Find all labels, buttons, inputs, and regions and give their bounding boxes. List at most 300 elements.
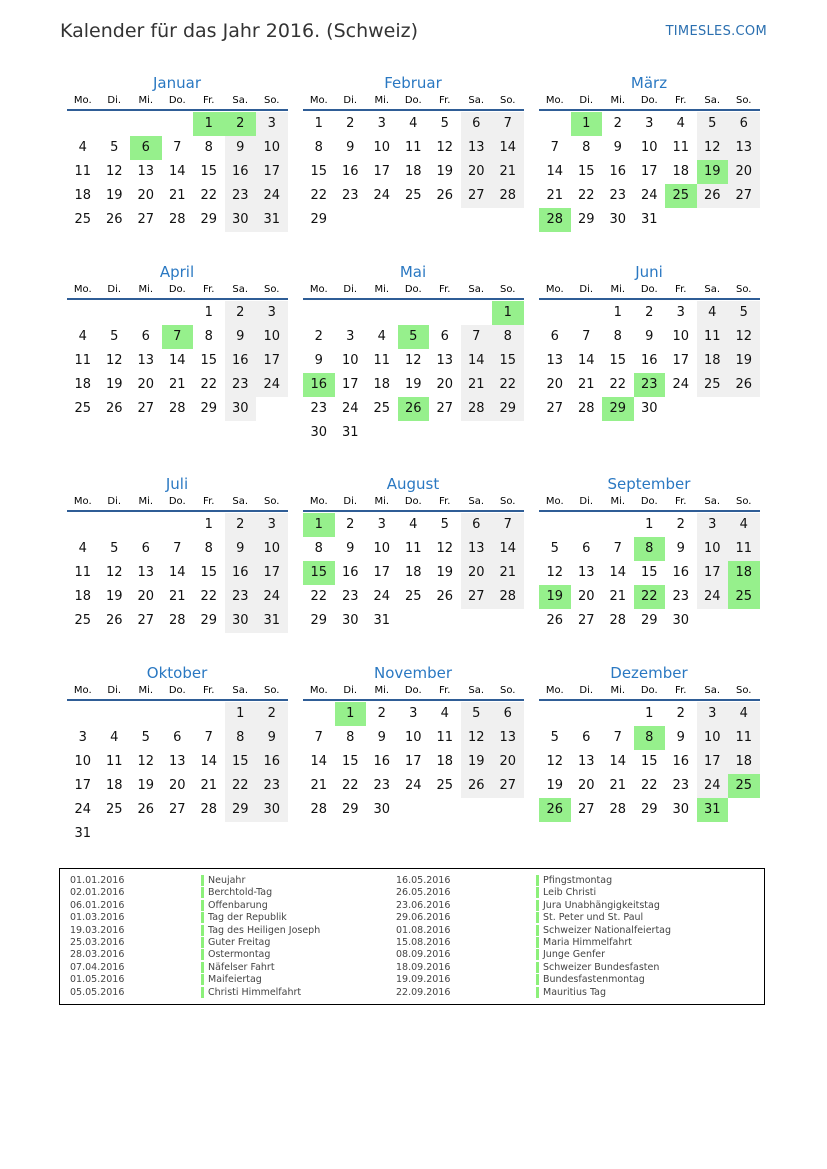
holiday-day-cell[interactable]: 8 — [634, 537, 666, 561]
holiday-day-cell[interactable]: 26 — [539, 798, 571, 822]
day-cell[interactable]: 22 — [492, 373, 524, 397]
day-cell[interactable]: 18 — [74, 589, 92, 604]
day-cell[interactable]: 22 — [341, 778, 359, 793]
day-cell[interactable]: 23 — [225, 184, 257, 208]
day-cell[interactable]: 21 — [200, 778, 218, 793]
day-cell[interactable]: 7 — [314, 730, 323, 745]
day-cell[interactable]: 4 — [78, 329, 87, 344]
day-cell[interactable]: 11 — [404, 140, 422, 155]
day-cell[interactable]: 12 — [461, 726, 493, 750]
day-cell[interactable]: 11 — [105, 754, 123, 769]
day-cell[interactable]: 22 — [200, 377, 218, 392]
day-cell[interactable]: 30 — [225, 397, 257, 421]
day-cell[interactable]: 13 — [546, 353, 564, 368]
day-cell[interactable]: 27 — [436, 401, 454, 416]
day-cell[interactable]: 7 — [550, 140, 559, 155]
day-cell[interactable]: 19 — [105, 377, 123, 392]
day-cell[interactable]: 5 — [440, 116, 449, 131]
day-cell[interactable]: 25 — [404, 188, 422, 203]
day-cell[interactable]: 6 — [440, 329, 449, 344]
day-cell[interactable]: 21 — [310, 778, 328, 793]
day-cell[interactable]: 3 — [409, 706, 418, 721]
day-cell[interactable]: 24 — [74, 802, 92, 817]
day-cell[interactable]: 13 — [137, 164, 155, 179]
day-cell[interactable]: 15 — [200, 353, 218, 368]
day-cell[interactable]: 9 — [225, 537, 257, 561]
day-cell[interactable]: 20 — [461, 561, 493, 585]
day-cell[interactable]: 3 — [78, 730, 87, 745]
day-cell[interactable]: 8 — [613, 329, 622, 344]
holiday-day-cell[interactable]: 1 — [193, 112, 225, 136]
day-cell[interactable]: 4 — [676, 116, 685, 131]
day-cell[interactable]: 26 — [697, 184, 729, 208]
day-cell[interactable]: 7 — [204, 730, 213, 745]
day-cell[interactable]: 14 — [492, 136, 524, 160]
day-cell[interactable]: 30 — [672, 802, 690, 817]
day-cell[interactable]: 23 — [672, 589, 690, 604]
holiday-day-cell[interactable]: 25 — [728, 774, 760, 798]
day-cell[interactable]: 27 — [728, 184, 760, 208]
day-cell[interactable]: 22 — [225, 774, 257, 798]
day-cell[interactable]: 12 — [105, 353, 123, 368]
day-cell[interactable]: 14 — [168, 565, 186, 580]
day-cell[interactable]: 10 — [672, 329, 690, 344]
day-cell[interactable]: 26 — [728, 373, 760, 397]
day-cell[interactable]: 9 — [676, 541, 685, 556]
day-cell[interactable]: 25 — [74, 401, 92, 416]
day-cell[interactable]: 23 — [225, 585, 257, 609]
day-cell[interactable]: 1 — [225, 702, 257, 726]
day-cell[interactable]: 30 — [373, 802, 391, 817]
day-cell[interactable]: 29 — [640, 802, 658, 817]
day-cell[interactable]: 27 — [137, 401, 155, 416]
day-cell[interactable]: 7 — [613, 541, 622, 556]
day-cell[interactable]: 3 — [256, 112, 288, 136]
day-cell[interactable]: 26 — [436, 188, 454, 203]
day-cell[interactable]: 22 — [200, 188, 218, 203]
holiday-day-cell[interactable]: 8 — [634, 726, 666, 750]
day-cell[interactable]: 5 — [110, 140, 119, 155]
day-cell[interactable]: 11 — [672, 140, 690, 155]
day-cell[interactable]: 24 — [697, 774, 729, 798]
day-cell[interactable]: 21 — [577, 377, 595, 392]
holiday-day-cell[interactable]: 1 — [571, 112, 603, 136]
day-cell[interactable]: 18 — [728, 750, 760, 774]
day-cell[interactable]: 21 — [546, 188, 564, 203]
day-cell[interactable]: 6 — [550, 329, 559, 344]
day-cell[interactable]: 31 — [341, 425, 359, 440]
day-cell[interactable]: 2 — [377, 706, 386, 721]
day-cell[interactable]: 24 — [373, 589, 391, 604]
day-cell[interactable]: 7 — [173, 140, 182, 155]
day-cell[interactable]: 20 — [728, 160, 760, 184]
day-cell[interactable]: 22 — [609, 377, 627, 392]
day-cell[interactable]: 2 — [645, 305, 654, 320]
day-cell[interactable]: 12 — [546, 565, 564, 580]
day-cell[interactable]: 19 — [546, 778, 564, 793]
day-cell[interactable]: 30 — [672, 613, 690, 628]
day-cell[interactable]: 7 — [492, 513, 524, 537]
day-cell[interactable]: 3 — [346, 329, 355, 344]
day-cell[interactable]: 14 — [609, 565, 627, 580]
day-cell[interactable]: 26 — [461, 774, 493, 798]
day-cell[interactable]: 21 — [609, 778, 627, 793]
day-cell[interactable]: 29 — [341, 802, 359, 817]
day-cell[interactable]: 12 — [137, 754, 155, 769]
day-cell[interactable]: 31 — [373, 613, 391, 628]
day-cell[interactable]: 13 — [137, 353, 155, 368]
day-cell[interactable]: 24 — [697, 585, 729, 609]
day-cell[interactable]: 19 — [436, 164, 454, 179]
day-cell[interactable]: 25 — [436, 778, 454, 793]
day-cell[interactable]: 20 — [492, 750, 524, 774]
day-cell[interactable]: 17 — [404, 754, 422, 769]
day-cell[interactable]: 22 — [577, 188, 595, 203]
day-cell[interactable]: 11 — [697, 325, 729, 349]
day-cell[interactable]: 27 — [577, 613, 595, 628]
day-cell[interactable]: 10 — [74, 754, 92, 769]
day-cell[interactable]: 28 — [492, 184, 524, 208]
day-cell[interactable]: 11 — [404, 541, 422, 556]
day-cell[interactable]: 23 — [373, 778, 391, 793]
day-cell[interactable]: 30 — [609, 212, 627, 227]
day-cell[interactable]: 15 — [492, 349, 524, 373]
day-cell[interactable]: 6 — [582, 730, 591, 745]
day-cell[interactable]: 25 — [373, 401, 391, 416]
day-cell[interactable]: 30 — [640, 401, 658, 416]
day-cell[interactable]: 24 — [256, 373, 288, 397]
day-cell[interactable]: 21 — [492, 561, 524, 585]
day-cell[interactable]: 11 — [74, 353, 92, 368]
day-cell[interactable]: 20 — [577, 589, 595, 604]
day-cell[interactable]: 20 — [436, 377, 454, 392]
day-cell[interactable]: 12 — [404, 353, 422, 368]
day-cell[interactable]: 13 — [137, 565, 155, 580]
day-cell[interactable]: 20 — [168, 778, 186, 793]
day-cell[interactable]: 17 — [373, 565, 391, 580]
day-cell[interactable]: 18 — [436, 754, 454, 769]
day-cell[interactable]: 3 — [697, 513, 729, 537]
day-cell[interactable]: 19 — [105, 188, 123, 203]
day-cell[interactable]: 31 — [74, 826, 92, 841]
day-cell[interactable]: 10 — [256, 537, 288, 561]
day-cell[interactable]: 4 — [440, 706, 449, 721]
day-cell[interactable]: 8 — [314, 140, 323, 155]
day-cell[interactable]: 18 — [74, 377, 92, 392]
day-cell[interactable]: 24 — [373, 188, 391, 203]
day-cell[interactable]: 22 — [310, 188, 328, 203]
day-cell[interactable]: 10 — [404, 730, 422, 745]
day-cell[interactable]: 5 — [440, 517, 449, 532]
day-cell[interactable]: 28 — [310, 802, 328, 817]
day-cell[interactable]: 8 — [225, 726, 257, 750]
day-cell[interactable]: 6 — [461, 513, 493, 537]
day-cell[interactable]: 12 — [436, 541, 454, 556]
day-cell[interactable]: 2 — [676, 706, 685, 721]
day-cell[interactable]: 16 — [256, 750, 288, 774]
holiday-day-cell[interactable]: 18 — [728, 561, 760, 585]
day-cell[interactable]: 28 — [168, 212, 186, 227]
day-cell[interactable]: 12 — [436, 140, 454, 155]
day-cell[interactable]: 15 — [225, 750, 257, 774]
day-cell[interactable]: 20 — [137, 589, 155, 604]
day-cell[interactable]: 22 — [310, 589, 328, 604]
day-cell[interactable]: 30 — [225, 609, 257, 633]
day-cell[interactable]: 9 — [676, 730, 685, 745]
day-cell[interactable]: 29 — [200, 401, 218, 416]
day-cell[interactable]: 11 — [728, 726, 760, 750]
day-cell[interactable]: 29 — [200, 613, 218, 628]
day-cell[interactable]: 15 — [609, 353, 627, 368]
day-cell[interactable]: 21 — [492, 160, 524, 184]
holiday-day-cell[interactable]: 19 — [539, 585, 571, 609]
day-cell[interactable]: 11 — [74, 565, 92, 580]
day-cell[interactable]: 27 — [492, 774, 524, 798]
day-cell[interactable]: 6 — [141, 541, 150, 556]
day-cell[interactable]: 17 — [672, 353, 690, 368]
day-cell[interactable]: 29 — [200, 212, 218, 227]
day-cell[interactable]: 27 — [137, 613, 155, 628]
day-cell[interactable]: 28 — [461, 397, 493, 421]
day-cell[interactable]: 2 — [676, 517, 685, 532]
day-cell[interactable]: 13 — [577, 754, 595, 769]
day-cell[interactable]: 13 — [577, 565, 595, 580]
day-cell[interactable]: 14 — [168, 353, 186, 368]
day-cell[interactable]: 11 — [373, 353, 391, 368]
site-logo[interactable]: TIMESLES.COM — [665, 24, 767, 39]
day-cell[interactable]: 30 — [225, 208, 257, 232]
day-cell[interactable]: 31 — [640, 212, 658, 227]
day-cell[interactable]: 11 — [436, 730, 454, 745]
day-cell[interactable]: 8 — [204, 140, 213, 155]
day-cell[interactable]: 26 — [546, 613, 564, 628]
day-cell[interactable]: 4 — [409, 517, 418, 532]
day-cell[interactable]: 8 — [314, 541, 323, 556]
day-cell[interactable]: 2 — [613, 116, 622, 131]
day-cell[interactable]: 27 — [546, 401, 564, 416]
day-cell[interactable]: 12 — [697, 136, 729, 160]
day-cell[interactable]: 27 — [137, 212, 155, 227]
day-cell[interactable]: 16 — [225, 349, 257, 373]
day-cell[interactable]: 8 — [346, 730, 355, 745]
day-cell[interactable]: 26 — [105, 401, 123, 416]
day-cell[interactable]: 2 — [256, 702, 288, 726]
holiday-day-cell[interactable]: 1 — [492, 301, 524, 325]
day-cell[interactable]: 1 — [314, 116, 323, 131]
day-cell[interactable]: 5 — [550, 730, 559, 745]
day-cell[interactable]: 28 — [609, 613, 627, 628]
day-cell[interactable]: 1 — [613, 305, 622, 320]
day-cell[interactable]: 27 — [461, 184, 493, 208]
day-cell[interactable]: 19 — [105, 589, 123, 604]
day-cell[interactable]: 21 — [168, 188, 186, 203]
day-cell[interactable]: 6 — [173, 730, 182, 745]
day-cell[interactable]: 20 — [546, 377, 564, 392]
day-cell[interactable]: 17 — [256, 160, 288, 184]
holiday-day-cell[interactable]: 1 — [303, 513, 335, 537]
day-cell[interactable]: 17 — [256, 349, 288, 373]
holiday-day-cell[interactable]: 16 — [303, 373, 335, 397]
day-cell[interactable]: 29 — [310, 613, 328, 628]
day-cell[interactable]: 18 — [404, 565, 422, 580]
holiday-day-cell[interactable]: 1 — [335, 702, 367, 726]
day-cell[interactable]: 2 — [225, 513, 257, 537]
day-cell[interactable]: 14 — [609, 754, 627, 769]
day-cell[interactable]: 4 — [110, 730, 119, 745]
day-cell[interactable]: 17 — [640, 164, 658, 179]
day-cell[interactable]: 9 — [346, 541, 355, 556]
day-cell[interactable]: 28 — [200, 802, 218, 817]
day-cell[interactable]: 14 — [546, 164, 564, 179]
day-cell[interactable]: 7 — [461, 325, 493, 349]
day-cell[interactable]: 8 — [204, 329, 213, 344]
day-cell[interactable]: 24 — [404, 778, 422, 793]
day-cell[interactable]: 2 — [346, 517, 355, 532]
day-cell[interactable]: 19 — [436, 565, 454, 580]
day-cell[interactable]: 18 — [697, 349, 729, 373]
holiday-day-cell[interactable]: 23 — [634, 373, 666, 397]
day-cell[interactable]: 25 — [404, 589, 422, 604]
day-cell[interactable]: 19 — [404, 377, 422, 392]
day-cell[interactable]: 9 — [225, 136, 257, 160]
day-cell[interactable]: 13 — [461, 136, 493, 160]
day-cell[interactable]: 5 — [550, 541, 559, 556]
day-cell[interactable]: 13 — [168, 754, 186, 769]
day-cell[interactable]: 9 — [346, 140, 355, 155]
day-cell[interactable]: 26 — [137, 802, 155, 817]
day-cell[interactable]: 4 — [377, 329, 386, 344]
day-cell[interactable]: 19 — [461, 750, 493, 774]
holiday-day-cell[interactable]: 29 — [602, 397, 634, 421]
day-cell[interactable]: 29 — [492, 397, 524, 421]
day-cell[interactable]: 24 — [640, 188, 658, 203]
day-cell[interactable]: 7 — [492, 112, 524, 136]
day-cell[interactable]: 18 — [105, 778, 123, 793]
day-cell[interactable]: 18 — [404, 164, 422, 179]
day-cell[interactable]: 10 — [341, 353, 359, 368]
day-cell[interactable]: 21 — [461, 373, 493, 397]
day-cell[interactable]: 5 — [697, 112, 729, 136]
day-cell[interactable]: 15 — [640, 565, 658, 580]
day-cell[interactable]: 16 — [609, 164, 627, 179]
day-cell[interactable]: 9 — [645, 329, 654, 344]
holiday-day-cell[interactable]: 2 — [225, 112, 257, 136]
day-cell[interactable]: 6 — [728, 112, 760, 136]
day-cell[interactable]: 25 — [697, 373, 729, 397]
day-cell[interactable]: 5 — [110, 329, 119, 344]
day-cell[interactable]: 11 — [728, 537, 760, 561]
day-cell[interactable]: 17 — [256, 561, 288, 585]
day-cell[interactable]: 4 — [728, 513, 760, 537]
holiday-day-cell[interactable]: 7 — [162, 325, 194, 349]
day-cell[interactable]: 25 — [105, 802, 123, 817]
day-cell[interactable]: 6 — [582, 541, 591, 556]
day-cell[interactable]: 4 — [697, 301, 729, 325]
holiday-day-cell[interactable]: 25 — [728, 585, 760, 609]
day-cell[interactable]: 3 — [377, 116, 386, 131]
day-cell[interactable]: 10 — [697, 537, 729, 561]
day-cell[interactable]: 13 — [728, 136, 760, 160]
day-cell[interactable]: 7 — [582, 329, 591, 344]
holiday-day-cell[interactable]: 28 — [539, 208, 571, 232]
day-cell[interactable]: 5 — [141, 730, 150, 745]
day-cell[interactable]: 12 — [546, 754, 564, 769]
day-cell[interactable]: 15 — [341, 754, 359, 769]
day-cell[interactable]: 5 — [110, 541, 119, 556]
day-cell[interactable]: 10 — [697, 726, 729, 750]
day-cell[interactable]: 27 — [461, 585, 493, 609]
day-cell[interactable]: 21 — [168, 377, 186, 392]
holiday-day-cell[interactable]: 25 — [665, 184, 697, 208]
day-cell[interactable]: 7 — [613, 730, 622, 745]
day-cell[interactable]: 6 — [492, 702, 524, 726]
day-cell[interactable]: 12 — [105, 565, 123, 580]
day-cell[interactable]: 2 — [346, 116, 355, 131]
day-cell[interactable]: 4 — [728, 702, 760, 726]
day-cell[interactable]: 13 — [436, 353, 454, 368]
day-cell[interactable]: 1 — [204, 517, 213, 532]
day-cell[interactable]: 23 — [341, 589, 359, 604]
day-cell[interactable]: 3 — [256, 513, 288, 537]
day-cell[interactable]: 14 — [168, 164, 186, 179]
day-cell[interactable]: 3 — [676, 305, 685, 320]
day-cell[interactable]: 16 — [373, 754, 391, 769]
day-cell[interactable]: 14 — [461, 349, 493, 373]
day-cell[interactable]: 16 — [672, 754, 690, 769]
day-cell[interactable]: 8 — [582, 140, 591, 155]
day-cell[interactable]: 31 — [256, 208, 288, 232]
day-cell[interactable]: 9 — [314, 353, 323, 368]
day-cell[interactable]: 16 — [225, 561, 257, 585]
day-cell[interactable]: 23 — [672, 778, 690, 793]
day-cell[interactable]: 4 — [409, 116, 418, 131]
day-cell[interactable]: 15 — [200, 565, 218, 580]
day-cell[interactable]: 29 — [225, 798, 257, 822]
day-cell[interactable]: 19 — [137, 778, 155, 793]
day-cell[interactable]: 25 — [74, 613, 92, 628]
holiday-day-cell[interactable]: 5 — [398, 325, 430, 349]
day-cell[interactable]: 5 — [461, 702, 493, 726]
day-cell[interactable]: 23 — [256, 774, 288, 798]
day-cell[interactable]: 29 — [577, 212, 595, 227]
day-cell[interactable]: 7 — [173, 541, 182, 556]
day-cell[interactable]: 15 — [577, 164, 595, 179]
day-cell[interactable]: 18 — [373, 377, 391, 392]
day-cell[interactable]: 17 — [697, 750, 729, 774]
day-cell[interactable]: 16 — [640, 353, 658, 368]
day-cell[interactable]: 3 — [377, 517, 386, 532]
day-cell[interactable]: 20 — [137, 188, 155, 203]
day-cell[interactable]: 3 — [256, 301, 288, 325]
day-cell[interactable]: 10 — [373, 140, 391, 155]
day-cell[interactable]: 12 — [105, 164, 123, 179]
holiday-day-cell[interactable]: 31 — [697, 798, 729, 822]
day-cell[interactable]: 9 — [613, 140, 622, 155]
day-cell[interactable]: 10 — [373, 541, 391, 556]
day-cell[interactable]: 1 — [204, 305, 213, 320]
day-cell[interactable]: 28 — [168, 613, 186, 628]
day-cell[interactable]: 16 — [672, 565, 690, 580]
day-cell[interactable]: 22 — [200, 589, 218, 604]
day-cell[interactable]: 16 — [341, 565, 359, 580]
day-cell[interactable]: 17 — [341, 377, 359, 392]
day-cell[interactable]: 13 — [492, 726, 524, 750]
day-cell[interactable]: 24 — [256, 184, 288, 208]
day-cell[interactable]: 21 — [168, 589, 186, 604]
day-cell[interactable]: 10 — [256, 325, 288, 349]
day-cell[interactable]: 23 — [225, 373, 257, 397]
day-cell[interactable]: 1 — [645, 706, 654, 721]
